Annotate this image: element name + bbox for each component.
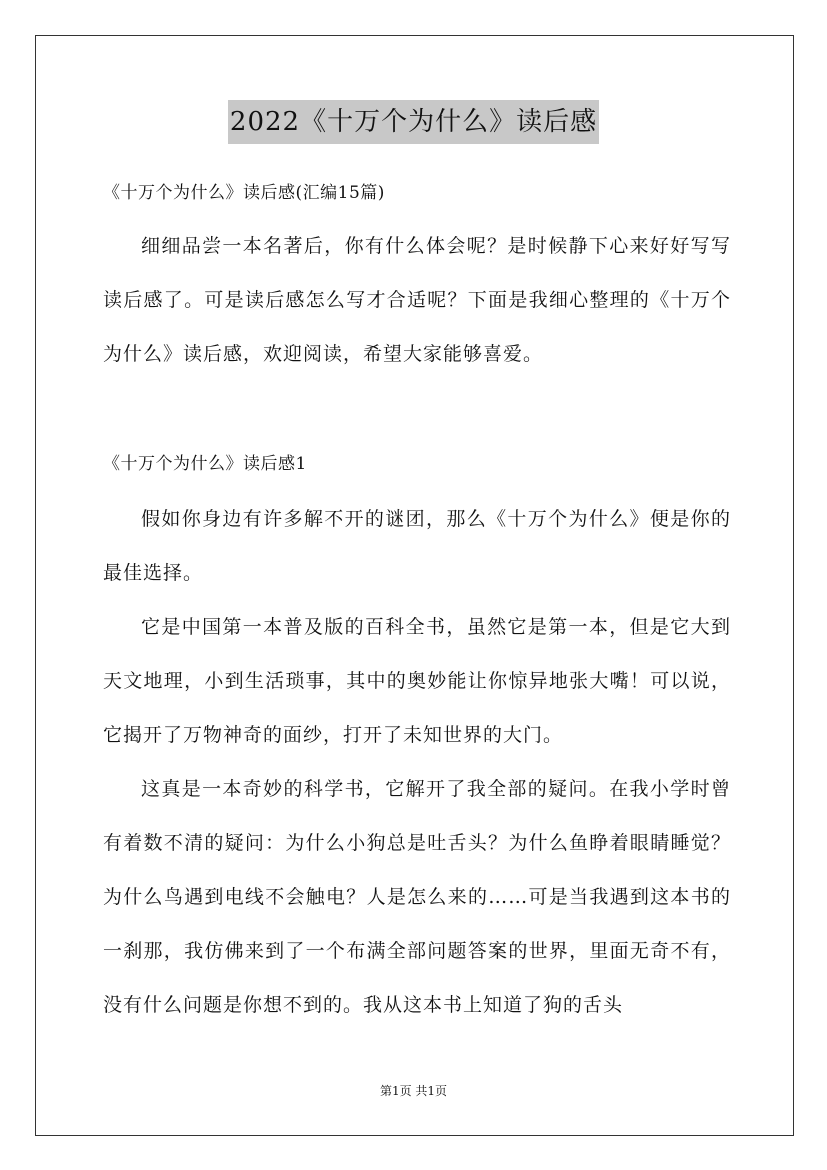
title-container xyxy=(0,100,827,144)
body-paragraph-3: 这真是一本奇妙的科学书，它解开了我全部的疑问。在我小学时曾有着数不清的疑问：为什么小狗总是吐舌头？为什么鱼睁着眼睛睡觉？为什么鸟遇到电线不会触电？人是怎么来的……可是当我遇到这本书的一刹那，我仿佛来到了一个布满全部问题答案的世界，里面无奇不有，没有什么问题是你想不到的。我从这本书上知道了狗的舌头 xyxy=(103,778,731,1016)
document-subtitle: 《十万个为什么》读后感(汇编15篇) xyxy=(103,183,385,203)
page-footer: 第1页 共1页 xyxy=(379,1084,448,1098)
document-title: 2022《十万个为什么》读后感 xyxy=(228,100,599,144)
body-paragraph-2: 它是中国第一本普及版的百科全书，虽然它是第一本，但是它大到天文地理，小到生活琐事，其中的奥妙能让你惊异地张大嘴！可以说，它揭开了万物神奇的面纱，打开了未知世界的大门。 xyxy=(103,616,731,746)
body-paragraph-1: 假如你身边有许多解不开的谜团，那么《十万个为什么》便是你的最佳选择。 xyxy=(103,508,731,584)
section-heading: 《十万个为什么》读后感1 xyxy=(103,454,307,474)
intro-paragraph: 细细品尝一本名著后，你有什么体会呢？是时候静下心来好好写写读后感了。可是读后感怎么写才合适呢？下面是我细心整理的《十万个为什么》读后感，欢迎阅读，希望大家能够喜爱。 xyxy=(103,235,731,365)
